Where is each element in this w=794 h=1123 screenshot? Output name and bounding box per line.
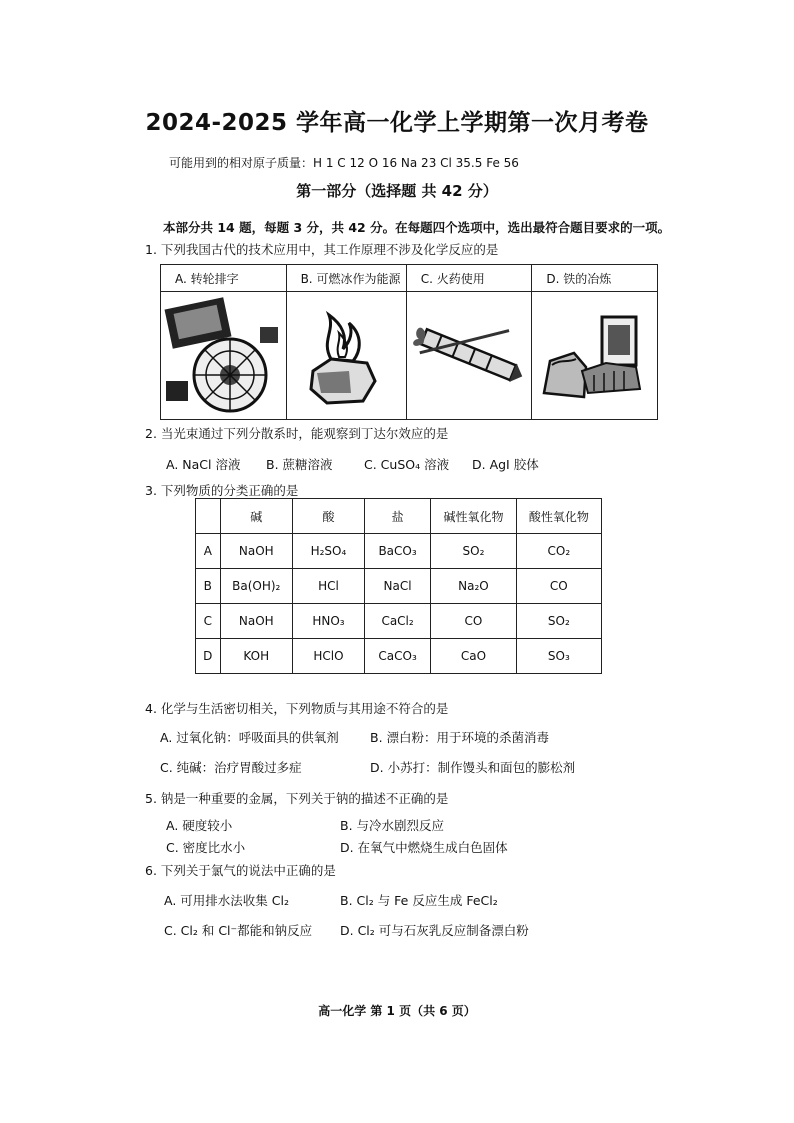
q3-header-cell: 酸: [292, 499, 364, 534]
q1-image-c: [406, 292, 532, 420]
part1-heading: 第一部分（选择题 共 42 分）: [296, 182, 498, 200]
burning-ice-icon: [291, 301, 401, 411]
q2-option-c: C. CuSO₄ 溶液: [364, 457, 450, 472]
q6-option-b: B. Cl₂ 与 Fe 反应生成 FeCl₂: [340, 893, 498, 908]
q3-cell: SO₂: [516, 604, 601, 639]
q3-cell: BaCO₃: [364, 534, 430, 569]
q1-options-table: [160, 264, 658, 420]
q3-cell: CaCl₂: [364, 604, 430, 639]
q1-option-b: B. 可燃冰作为能源: [286, 265, 406, 292]
table-row: [196, 534, 602, 569]
q3-cell: HNO₃: [292, 604, 364, 639]
iron-smelting-furnace-icon: [536, 301, 654, 411]
q3-cell: Na₂O: [431, 569, 516, 604]
q4-option-d: D. 小苏打：制作馒头和面包的膨松剂: [370, 760, 576, 775]
q3-cell: HCl: [292, 569, 364, 604]
q3-header-cell: 碱性氧化物: [431, 499, 516, 534]
q2-option-b: B. 蔗糖溶液: [266, 457, 333, 472]
q3-cell: SO₂: [431, 534, 516, 569]
table-row: [196, 639, 602, 674]
q6-stem: 6. 下列关于氯气的说法中正确的是: [145, 863, 336, 878]
q3-cell: Ba(OH)₂: [220, 569, 292, 604]
q3-cell: CaCO₃: [364, 639, 430, 674]
q2-option-a: A. NaCl 溶液: [166, 457, 241, 472]
q4-stem: 4. 化学与生活密切相关，下列物质与其用途不符合的是: [145, 701, 449, 716]
q3-cell: CO: [516, 569, 601, 604]
part1-instructions: 本部分共 14 题，每题 3 分，共 42 分。在每题四个选项中，选出最符合题目要求的一项。: [163, 220, 671, 235]
q5-stem: 5. 钠是一种重要的金属，下列关于钠的描述不正确的是: [145, 791, 449, 806]
q3-header-cell: 盐: [364, 499, 430, 534]
q6-option-c: C. Cl₂ 和 Cl⁻都能和钠反应: [164, 923, 313, 938]
fire-lance-icon: [410, 301, 528, 411]
q3-cell: CaO: [431, 639, 516, 674]
q3-classification-table: [195, 498, 602, 674]
q4-option-a: A. 过氧化钠：呼吸面具的供氧剂: [160, 730, 339, 745]
q1-option-a: A. 转轮排字: [161, 265, 287, 292]
q6-option-a: A. 可用排水法收集 Cl₂: [164, 893, 289, 908]
q3-cell: NaCl: [364, 569, 430, 604]
q3-cell: SO₃: [516, 639, 601, 674]
q3-cell: CO: [431, 604, 516, 639]
q3-header-cell: 碱: [220, 499, 292, 534]
q1-stem: 1. 下列我国古代的技术应用中，其工作原理不涉及化学反应的是: [145, 242, 499, 257]
q3-header-cell: 酸性氧化物: [516, 499, 601, 534]
q3-cell: HClO: [292, 639, 364, 674]
q3-row-label: B: [196, 569, 221, 604]
table-row: [196, 569, 602, 604]
q3-cell: CO₂: [516, 534, 601, 569]
exam-title: 2024-2025 学年高一化学上学期第一次月考卷: [145, 110, 649, 136]
q3-stem: 3. 下列物质的分类正确的是: [145, 483, 299, 498]
q4-option-b: B. 漂白粉：用于环境的杀菌消毒: [370, 730, 550, 745]
q5-option-a: A. 硬度较小: [166, 818, 233, 833]
q3-cell: NaOH: [220, 604, 292, 639]
q1-option-d: D. 铁的冶炼: [532, 265, 658, 292]
page-footer: 高一化学 第 1 页（共 6 页）: [318, 1004, 476, 1018]
q3-cell: NaOH: [220, 534, 292, 569]
q2-stem: 2. 当光束通过下列分散系时，能观察到丁达尔效应的是: [145, 426, 449, 441]
q1-image-b: [286, 292, 406, 420]
q3-cell: KOH: [220, 639, 292, 674]
q3-row-label: D: [196, 639, 221, 674]
q5-option-c: C. 密度比水小: [166, 840, 246, 855]
q3-header-cell: [196, 499, 221, 534]
table-row: [196, 604, 602, 639]
q1-option-c: C. 火药使用: [406, 265, 532, 292]
atomic-masses-note: 可能用到的相对原子质量：H 1 C 12 O 16 Na 23 Cl 35.5 Fe 56: [169, 156, 519, 170]
q2-option-d: D. AgI 胶体: [472, 457, 539, 472]
q1-image-d: [532, 292, 658, 420]
q3-cell: H₂SO₄: [292, 534, 364, 569]
rotary-type-wheel-icon: [164, 297, 282, 415]
q3-row-label: A: [196, 534, 221, 569]
q5-option-b: B. 与冷水剧烈反应: [340, 818, 445, 833]
q3-row-label: C: [196, 604, 221, 639]
q1-image-a: [161, 292, 287, 420]
q6-option-d: D. Cl₂ 可与石灰乳反应制备漂白粉: [340, 923, 529, 938]
q5-option-d: D. 在氧气中燃烧生成白色固体: [340, 840, 508, 855]
q4-option-c: C. 纯碱：治疗胃酸过多症: [160, 760, 302, 775]
